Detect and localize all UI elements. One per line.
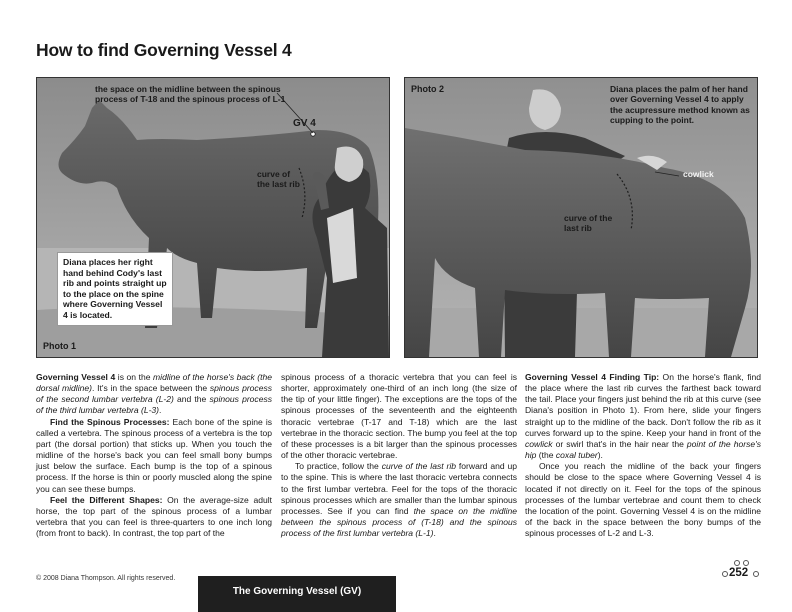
page-title: How to find Governing Vessel 4 <box>36 40 292 60</box>
italic-text: coxal tuber <box>555 450 598 461</box>
decorative-dot-icon <box>753 571 759 577</box>
photo-1-curve-label <box>257 169 300 190</box>
text-column-3 <box>525 372 761 539</box>
text: On the average-size adult horse, the top part of the spinous process of a lumbar vertebra that you can feel is three-quarters to one inch long (from front to back). In contrast, the top part of the <box>36 494 273 539</box>
paragraph <box>281 461 517 539</box>
text: is on the <box>115 372 154 382</box>
paragraph <box>36 372 272 417</box>
italic-text: spinous process of the third lumbar vertebra (L-3) <box>36 394 273 416</box>
text: or swirl that's in the hair near the <box>552 438 687 449</box>
photo-2-curve-line: curve of the <box>564 213 613 223</box>
photo-1-callout-line: process of T-18 and the spinous process of L-1 <box>95 94 286 105</box>
italic-text: the space on the midline between the spinous process of (T-18) and the spinous process of the first lumbar vertebra (L-1) <box>281 505 517 539</box>
text: ). <box>597 450 603 461</box>
photo-1-curve-line: curve of <box>257 169 291 179</box>
bold-text: Governing Vessel 4 <box>36 372 116 382</box>
decorative-dot-icon <box>743 560 749 566</box>
italic-text: point of the horse's hip <box>525 438 761 461</box>
chapter-title: The Governing Vessel (GV) <box>232 586 362 597</box>
paragraph <box>525 372 761 461</box>
photo-2-curve-label <box>564 213 612 234</box>
photo-1-label: Photo 1 <box>43 341 76 351</box>
italic-text: curve of the last rib <box>381 461 457 472</box>
photo-2-curve-line: last rib <box>564 223 592 234</box>
paragraph <box>36 417 272 495</box>
copyright: © 2008 Diana Thompson. All rights reserved. <box>36 575 176 582</box>
photo-1-callout-space <box>95 84 285 105</box>
text: . <box>159 405 162 416</box>
text-column-1 <box>36 372 272 539</box>
photo-1-curve-line: the last rib <box>257 179 300 190</box>
italic-text: spinous process of the second lumbar vertebra (L-2) <box>36 383 273 405</box>
photo-1 <box>36 77 390 358</box>
decorative-dot-icon <box>734 560 740 566</box>
subheading: Governing Vessel 4 Finding Tip: <box>525 372 660 382</box>
text: and the <box>173 394 210 405</box>
photo-2-callout-line: the acupressure method known as <box>610 104 750 115</box>
photo-2-callout-line: Diana places the palm of her hand <box>610 84 748 94</box>
text: (the <box>536 450 556 461</box>
paragraph <box>36 495 272 540</box>
page-number-text: 252 <box>729 567 749 579</box>
paragraph: spinous process of a thoracic vertebra that you can feel is shorter, approximately one-third of an inch long (the size of the tip of your little finger). The exceptions are the tops of the spinous processes of the seventeenth and the eighteenth thoracic vertebrae (T-17 and T-18) which are the last vertebrae in the thoracic section. The bump you feel at the top of these processes is a bit larger than the spinous processes of the other thoracic vertebrae. <box>281 372 517 461</box>
photo-2-callout-line: cupping to the point. <box>610 114 695 125</box>
photo-1-gv4-label: GV 4 <box>293 118 316 129</box>
photo-1-caption: Diana places her right hand behind Cody's last rib and points straight up to the place on the spine where Governing Vessel 4 is located. <box>57 252 173 326</box>
italic-text: midline of the horse's back (the dorsal midline) <box>36 372 273 394</box>
text: . <box>433 528 436 539</box>
photo-2 <box>404 77 758 358</box>
text: forward and up to the spine. This is where the last thoracic vertebra connects to the first lumbar vertebra. Feel for the tops of the thoracic spinous processes which are smaller than the lumbar spinous processes. See if you can find <box>281 461 517 516</box>
photo-2-label: Photo 2 <box>411 84 444 94</box>
chapter-footer-bar <box>198 576 396 612</box>
text: On the horse's flank, find the place where the last rib curves the farthest back toward the tail. Place your fingers just behind the rib at this curve (see Diana's position in Photo 1). From here, slide your fingers straight up to the midline of the back. Don't follow the rib as it curves forward up to the spine. Keep your hand in front of the <box>525 372 761 438</box>
photo-2-callout-cupping <box>610 84 750 125</box>
italic-text: cowlick <box>525 438 553 449</box>
text: . It's in the space between the <box>91 383 210 394</box>
paragraph: Once you reach the midline of the back your fingers should be close to the space where Governing Vessel 4 is located if not directly on it. Feel for the tops of the spinous processes of the lumbar vertebrae and count them to check the location of the point. Governing Vessel 4 is on the midline of the back in the space between the bony bumps of the spinous processes of L-2 and L-3. <box>525 461 761 539</box>
subheading: Find the Spinous Processes: <box>50 416 170 427</box>
subheading: Feel the Different Shapes: <box>50 494 163 505</box>
photo-2-callout-line: over Governing Vessel 4 to apply <box>610 94 744 105</box>
text: Each bone of the spine is called a vertebra. The spinous process of a vertebra is the top part (the dorsal portion) that sticks up. When you touch the midline of the horse's back you can feel small bony bumps just below the surface. Each bump is the top of a spinous process. If the horse is thin or poorly muscled along the spine you can see these bumps. <box>36 416 272 494</box>
page-number <box>722 560 758 586</box>
photo-2-cowlick-label: cowlick <box>683 169 714 179</box>
decorative-dot-icon <box>722 571 728 577</box>
photo-1-callout-line: the space on the midline between the spinous <box>95 84 281 94</box>
text: To practice, follow the <box>295 461 382 472</box>
text-column-2 <box>281 372 517 539</box>
